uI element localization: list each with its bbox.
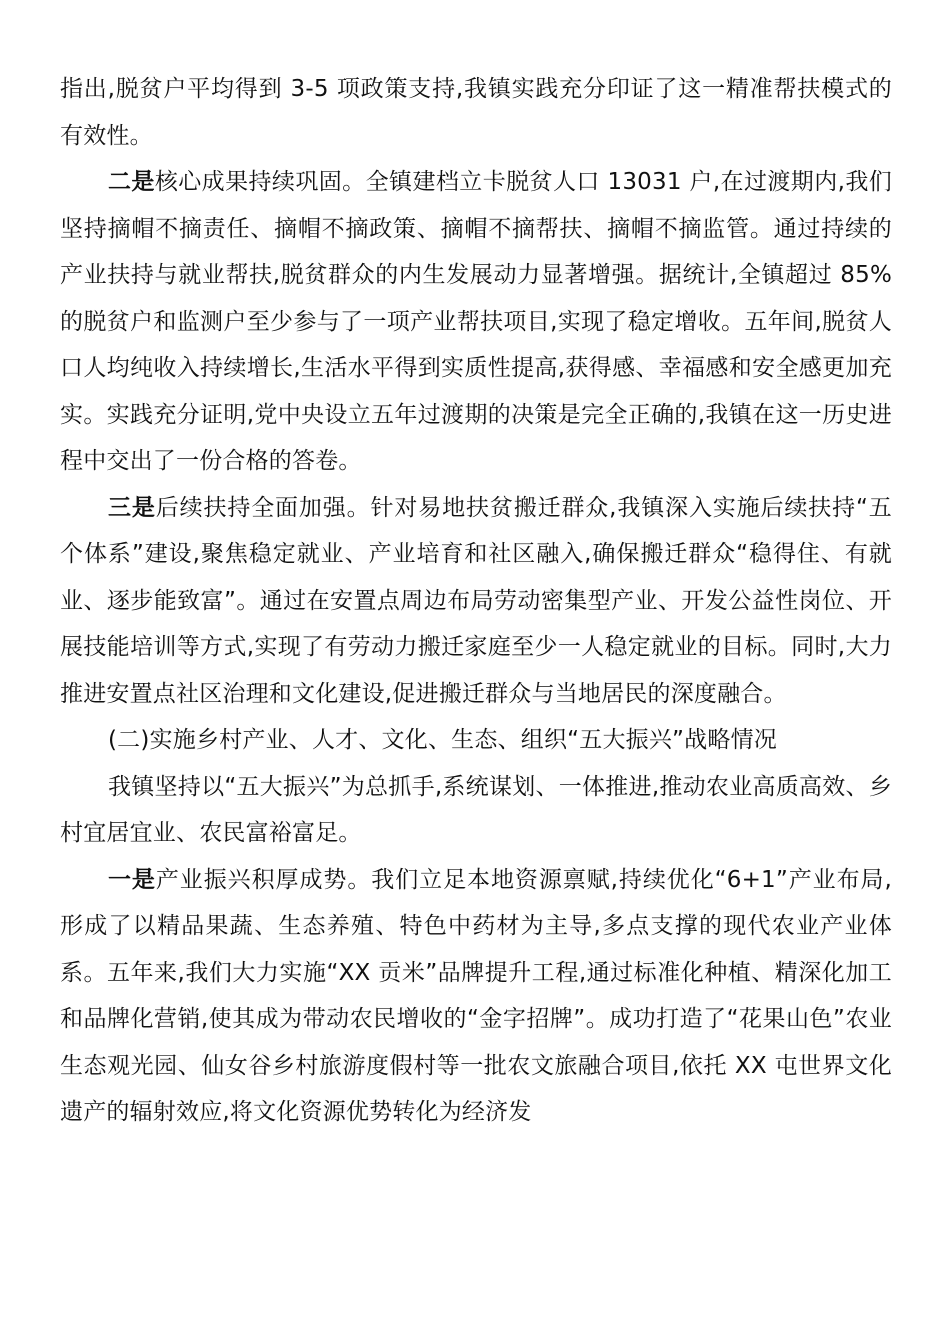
paragraph-point-three [60,485,892,718]
paragraph-point-one [60,857,892,1136]
paragraph-point-two [60,159,892,485]
section-heading [60,717,892,764]
paragraph-text: 产业振兴积厚成势。我们立足本地资源禀赋,持续优化“6+1”产业布局,形成了以精品果蔬、生态养殖、特色中药材为主导,多点支撑的现代农业产业体系。五年来,我们大力实施“XX 贡米”品牌提升工程,通过标准化种植、精深化加工和品牌化营销,使其成为带动农民增收的“金字招牌”。成功打造了“花果山色”农业生态观光园、仙女谷乡村旅游度假村等一批农文旅融合项目,依托 XX 屯世界文化遗产的辐射效应,将文化资源优势转化为经济发 [60,866,892,1125]
paragraph-text: 指出,脱贫户平均得到 3-5 项政策支持,我镇实践充分印证了这一精准帮扶模式的有效性。 [60,76,892,149]
paragraph-intro [60,764,892,857]
paragraph-text: 核心成果持续巩固。全镇建档立卡脱贫人口 13031 户,在过渡期内,我们坚持摘帽不摘责任、摘帽不摘政策、摘帽不摘帮扶、摘帽不摘监管。通过持续的产业扶持与就业帮扶,脱贫群众的内生发展动力显著增强。据统计,全镇超过 85%的脱贫户和监测户至少参与了一项产业帮扶项目,实现了稳定增收。五年间,脱贫人口人均纯收入持续增长,生活水平得到实质性提高,获得感、幸福感和安全感更加充实。实践充分证明,党中央设立五年过渡期的决策是完全正确的,我镇在这一历史进程中交出了一份合格的答卷。 [60,169,892,474]
document-page [60,66,892,1136]
paragraph-lead: 一是 [108,866,156,893]
paragraph-continuation [60,66,892,159]
paragraph-text: 我镇坚持以“五大振兴”为总抓手,系统谋划、一体推进,推动农业高质高效、乡村宜居宜业、农民富裕富足。 [60,773,892,846]
paragraph-lead: 三是 [108,494,156,521]
section-heading-text: (二)实施乡村产业、人才、文化、生态、组织“五大振兴”战略情况 [108,727,777,753]
paragraph-text: 后续扶持全面加强。针对易地扶贫搬迁群众,我镇深入实施后续扶持“五个体系”建设,聚焦稳定就业、产业培育和社区融入,确保搬迁群众“稳得住、有就业、逐步能致富”。通过在安置点周边布局劳动密集型产业、开发公益性岗位、开展技能培训等方式,实现了有劳动力搬迁家庭至少一人稳定就业的目标。同时,大力推进安置点社区治理和文化建设,促进搬迁群众与当地居民的深度融合。 [60,494,892,707]
paragraph-lead: 二是 [108,169,155,195]
